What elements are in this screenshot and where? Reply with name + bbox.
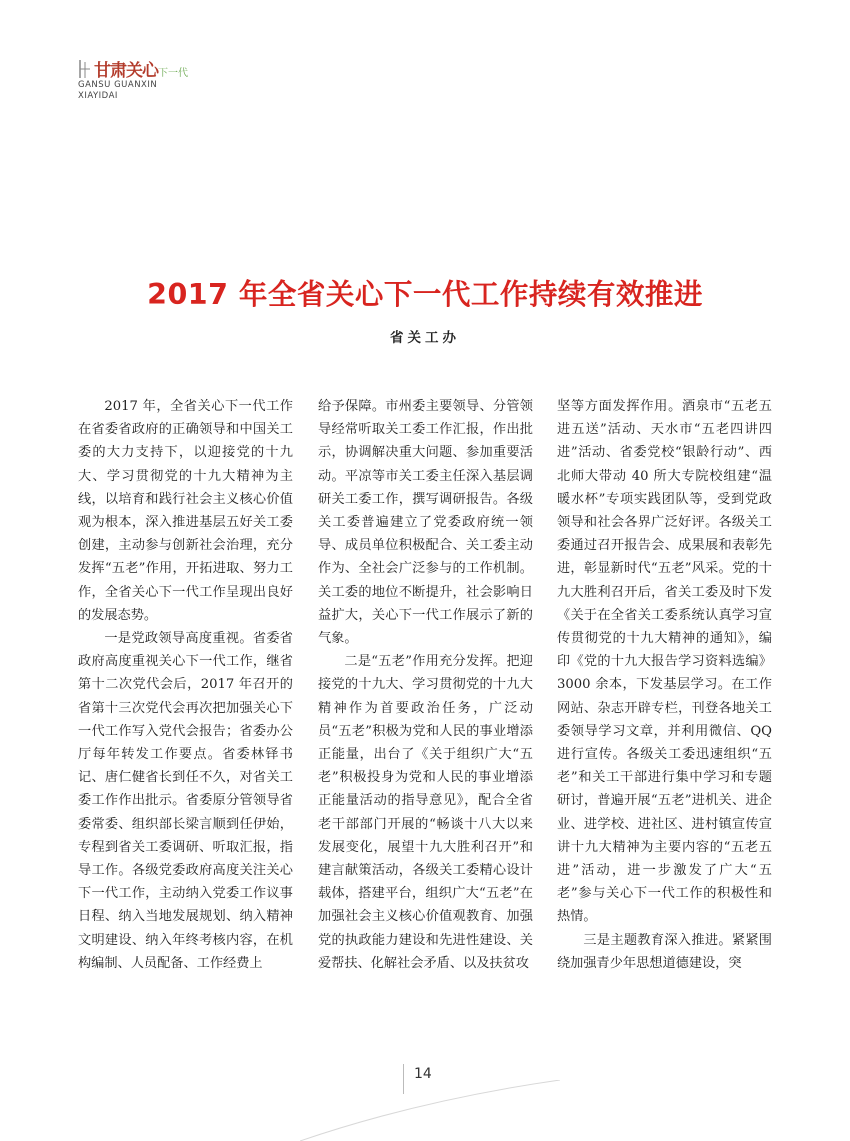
paragraph: 2017 年，全省关心下一代工作在省委省政府的正确领导和中国关工委的大力支持下，以迎接党的十九大、学习贯彻党的十九大精神为主线，以培育和践行社会主义核心价值观为根本，深入推进基层五好关工委创建，主动参与创新社会治理，充分发挥“五老”作用，开拓进取、努力工作，全省关心下一代工作呈现出良好的发展态势。	[78, 399, 293, 623]
paragraph: 三是主题教育深入推进。紧紧围绕加强青少年思想道德建设，突	[557, 932, 772, 971]
article-author: 省关工办	[390, 330, 460, 346]
logo-english: GANSU GUANXIN XIAYIDAI	[78, 80, 158, 101]
text-column-1	[78, 395, 293, 1005]
magazine-logo	[78, 52, 198, 112]
paragraph: 二是“五老”作用充分发挥。把迎接党的十九大、学习贯彻党的十九大精神作为首要政治任务，广泛动员“五老”积极为党和人民的事业增添正能量，出台了《关于组织广大“五老”积极投身为党和人民的事业增添正能量活动的指导意见》，配合全省老干部部门开展的“畅谈十八大以来发展变化，展望十九大胜利召开”和建言献策活动，各级关工委精心设计载体，搭建平台，组织广大“五老”在加强社会主义核心价值观教育、加强党的执政能力建设和先进性建设、关爱帮扶、化解社会矛盾、以及扶贫攻	[318, 654, 533, 971]
page-corner-decoration	[300, 1080, 560, 1141]
paragraph: 一是党政领导高度重视。省委省政府高度重视关心下一代工作，继省第十二次党代会后，2017 年召开的省第十三次党代会再次把加强关心下一代工作写入党代会报告；省委办公厅每年转发工作要点。省委林铎书记、唐仁健省长到任不久，对省关工委工作作出批示。省委原分管领导省委常委、组织部长梁言顺到任伊始，专程到省关工委调研、听取汇报，指导工作。各级党委政府高度关注关心下一代工作，主动纳入党委工作议事日程、纳入当地发展规划、纳入精神文明建设、纳入年终考核内容，在机构编制、人员配备、工作经费上	[78, 631, 293, 971]
paragraph: 给予保障。市州委主要领导、分管领导经常听取关工委工作汇报，作出批示，协调解决重大问题、参加重要活动。平凉等市关工委主任深入基层调研关工委工作，撰写调研报告。各级关工委普遍建立了党委政府统一领导、成员单位积极配合、关工委主动作为、全社会广泛参与的工作机制。关工委的地位不断提升，社会影响日益扩大，关心下一代工作展示了新的气象。	[318, 399, 533, 647]
text-column-3	[557, 395, 772, 1005]
article-title: 2017 年全省关心下一代工作持续有效推进	[147, 278, 703, 311]
logo-chinese: 甘肃关心下一代	[94, 61, 188, 81]
paragraph: 坚等方面发挥作用。酒泉市“五老五进五送”活动、天水市“五老四讲四进”活动、省委党校“银龄行动”、西北师大带动 40 所大专院校组建“温暖水杯”专项实践团队等，受到党政领导和社会各界广泛好评。各级关工委通过召开报告会、成果展和表彰先进，彰显新时代“五老”风采。党的十九大胜利召开后，省关工委及时下发《关于在全省关工委系统认真学习宣传贯彻党的十九大精神的通知》，编印《党的十九大报告学习资料选编》3000 余本，下发基层学习。在工作网站、杂志开辟专栏，刊登各地关工委领导学习文章，并利用微信、QQ 进行宣传。各级关工委迅速组织“五老”和关工干部进行集中学习和专题研讨，普遍开展“五老”进机关、进企业、进学校、进社区、进村镇宣传宣讲十九大精神为主要内容的“五老五进”活动，进一步激发了广大“五老”参与关心下一代工作的积极性和热情。	[557, 399, 772, 925]
page-number: 14	[414, 1066, 432, 1082]
text-column-2	[318, 395, 533, 1005]
